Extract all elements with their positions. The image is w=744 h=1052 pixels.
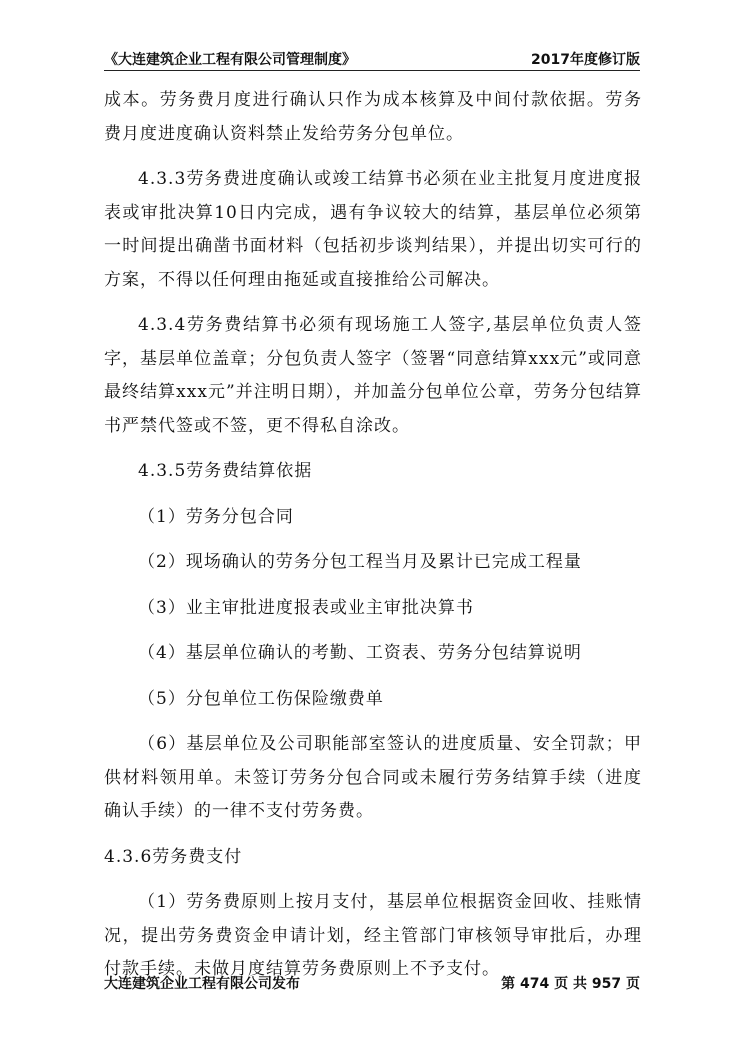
document-body: [104, 84, 642, 999]
list-item-basis-5: （5）分包单位工伤保险缴费单: [138, 688, 384, 709]
page-total: 957: [591, 976, 622, 992]
list-item-basis-1: （1）劳务分包合同: [138, 506, 294, 527]
page-current: 474: [520, 976, 550, 992]
paragraph-4-3-4: 4.3.4劳务费结算书必须有现场施工人签字,基层单位负责人签字，基层单位盖章；分包负责人签字（签署“同意结算xxx元”或同意最终结算xxx元”并注明日期），并加盖分包单位公章，劳务分包结算书严禁代签或不签，更不得私自涂改。: [104, 315, 642, 436]
list-item-basis-3: （3）业主审批进度报表或业主审批决算书: [138, 597, 474, 618]
heading-4-3-5: 4.3.5劳务费结算依据: [138, 461, 313, 481]
header-title: 《大连建筑企业工程有限公司管理制度》: [104, 52, 356, 68]
list-item-basis-4: （4）基层单位确认的考勤、工资表、劳务分包结算说明: [138, 643, 582, 663]
page-header: [104, 50, 640, 70]
page-prefix: 第: [501, 976, 516, 992]
footer-publisher: 大连建筑企业工程有限公司发布: [104, 976, 300, 992]
header-divider: [104, 70, 640, 71]
page-mid: 页 共: [554, 976, 588, 992]
page-number: [501, 974, 640, 994]
paragraph-cost-note: 成本。劳务费月度进行确认只作为成本核算及中间付款依据。劳务费月度进度确认资料禁止发给劳务分包单位。: [104, 90, 642, 144]
page-suffix: 页: [626, 976, 640, 992]
list-item-basis-2: （2）现场确认的劳务分包工程当月及累计已完成工程量: [138, 552, 582, 572]
heading-4-3-6: 4.3.6劳务费支付: [104, 846, 243, 867]
list-item-basis-6: （6）基层单位及公司职能部室签认的进度质量、安全罚款；甲供材料领用单。未签订劳务分包合同或未履行劳务结算手续（进度确认手续）的一律不支付劳务费。: [104, 734, 642, 821]
page-footer: [104, 974, 640, 994]
header-edition: 2017年度修订版: [531, 52, 640, 68]
list-item-payment-1: （1）劳务费原则上按月支付，基层单位根据资金回收、挂账情况，提出劳务费资金申请计划，经主管部门审核领导审批后，办理付款手续。未做月度结算劳务费原则上不予支付。: [104, 892, 642, 979]
paragraph-4-3-3: 4.3.3劳务费进度确认或竣工结算书必须在业主批复月度进度报表或审批决算10日内完成，遇有争议较大的结算，基层单位必须第一时间提出确凿书面材料（包括初步谈判结果），并提出切实可行的方案，不得以任何理由拖延或直接推给公司解决。: [104, 169, 642, 290]
